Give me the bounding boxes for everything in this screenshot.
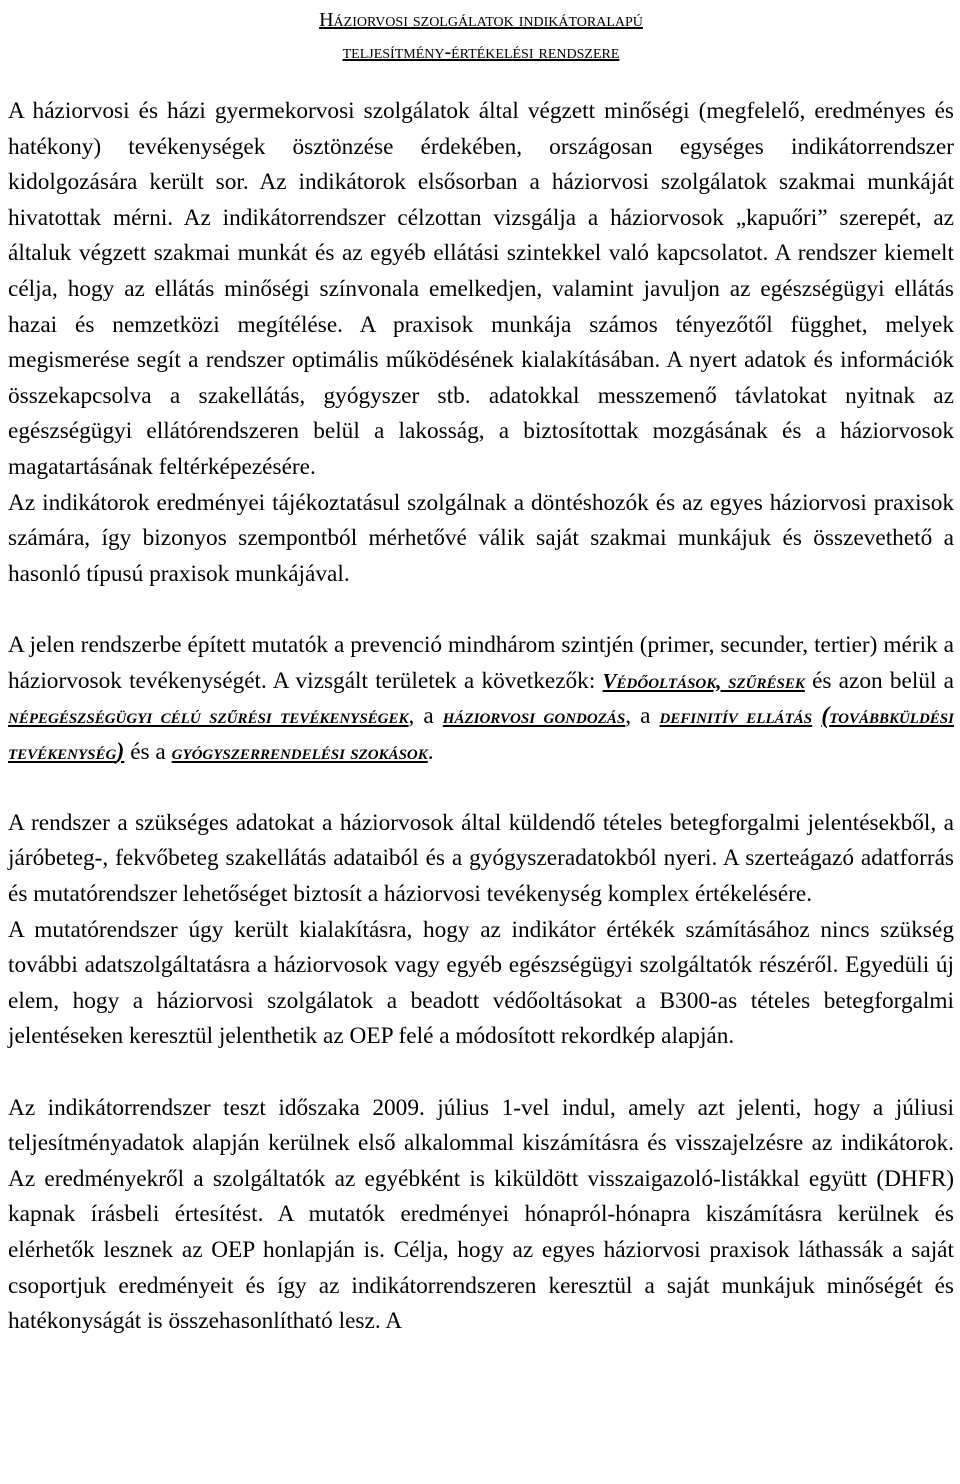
document-page (8, 0, 954, 1340)
paragraph-3-text: és azon belül a (804, 667, 954, 694)
paragraph-3 (8, 628, 954, 770)
paragraph-1: A háziorvosi és házi gyermekorvosi szolgálatok által végzett minőségi (megfelelő, eredményes és hatékony) tevékenységek ösztönzése érdekében, országosan egységes indikátorrendszer kidolgozására került sor. Az indikátorok elsősorban a háziorvosi szolgálatok szakmai munkáját hivatottak mérni. Az indikátorrendszer célzottan vizsgálja a háziorvosok „kapuőri” szerepét, az általuk végzett szakmai munkát és az egyéb ellátási szintekkel való kapcsolatot. A rendszer kiemelt célja, hogy az ellátás minőségi színvonala emelkedjen, valamint javuljon az egészségügyi ellátás hazai és nemzetközi megítélése. A praxisok munkája számos tényezőtől függhet, melyek megismerése segít a rendszer optimális működésének kialakításában. A nyert adatok és információk összekapcsolva a szakellátás, gyógyszer stb. adatokkal messzemenő távlatokat nyitnak az egészségügyi ellátórendszeren belül a lakosság, a biztosítottak mozgásának és a háziorvosok magatartásának feltérképezésére. (8, 98, 954, 480)
paragraph-3-text (812, 703, 821, 729)
title-line-1: Háziorvosi szolgálatok indikátoralapú (319, 9, 643, 31)
title-line-2: teljesítmény-értékelési rendszere (342, 41, 620, 63)
paragraph-gap (8, 770, 954, 806)
paragraph-gap (8, 1055, 954, 1091)
paragraph-4: A rendszer a szükséges adatokat a háziorvosok által küldendő tételes betegforgalmi jelentésekből, a járóbeteg-, fekvőbeteg szakellátás adataiból és a gyógyszeradatokból nyeri. A szerteágazó adatforrás és mutatórendszer lehetőséget biztosít a háziorvosi tevékenység komplex értékelésére. (8, 809, 954, 908)
paragraph-3-intro: A jelen rendszerbe épített mutatók a prevenció mindhárom szintjén (primer, secunder, tertier) mérik a háziorvosok tevékenységét. A vizsgált területek a következők: (8, 631, 954, 694)
document-body (8, 94, 954, 1340)
category-definitiv-ellatas: definitív ellátás (659, 704, 813, 729)
paren-close: ) (116, 738, 125, 765)
paren-open: ( (821, 703, 830, 730)
category-vedooltasok: Védőoltások, szűrések (602, 668, 805, 693)
paragraph-3-text: , a (408, 703, 443, 730)
category-haziorvosi-gondozas: háziorvosi gondozás (442, 704, 626, 729)
paragraph-6: Az indikátorrendszer teszt időszaka 2009. július 1-vel indul, amely azt jelenti, hogy a júliusi teljesítményadatok alapján kerülnek első alkalommal kiszámításra és visszajelzésre az indikátorok. Az eredményekről a szolgáltatók az egyébként is kiküldött visszaigazoló-listákkal együtt (DHFR) kapnak írásbeli értesítést. A mutatók eredményei hónapról-hónapra kiszámításra kerülnek és elérhetők lesznek az OEP honlapján is. Célja, hogy az egyes háziorvosi praxisok láthassák a saját csoportjuk eredményeit és így az indikátorrendszeren keresztül a saját munkájuk minőségét és hatékonyságát is összehasonlítható lesz. A (8, 1094, 954, 1335)
category-nepegeszsegugyi-szuresek: népegészségügyi célú szűrési tevékenységek (8, 704, 409, 729)
paragraph-3-text: , a (625, 703, 660, 730)
paragraph-5: A mutatórendszer úgy került kialakításra, hogy az indikátor értékék számításához nincs szükség további adatszolgáltatásra a háziorvosok vagy egyéb egészségügyi szolgáltatók részéről. Egyedüli új elem, hogy a háziorvosi szolgálatok a beadott védőoltásokat a B300-as tételes betegforgalmi jelentéseken keresztül jelenthetik az OEP felé a módosított rekordkép alapján. (8, 916, 954, 1050)
paragraph-gap (8, 592, 954, 628)
paragraph-2: Az indikátorok eredményei tájékoztatásul szolgálnak a döntéshozók és az egyes háziorvosi praxisok számára, így bizonyos szempontból mérhetővé válik saját szakmai munkájuk és összevethető a hasonló típusú praxisok munkájával. (8, 489, 954, 587)
document-title (8, 4, 954, 68)
paragraph-3-end: . (427, 738, 434, 765)
category-tovabbkuldesi-tevekenyseg: továbbküldési tevékenység (8, 704, 954, 764)
paragraph-3-text: és a (124, 738, 172, 765)
category-gyogyszerrendelesi-szokasok: gyógyszerrendelési szokások (171, 739, 428, 764)
